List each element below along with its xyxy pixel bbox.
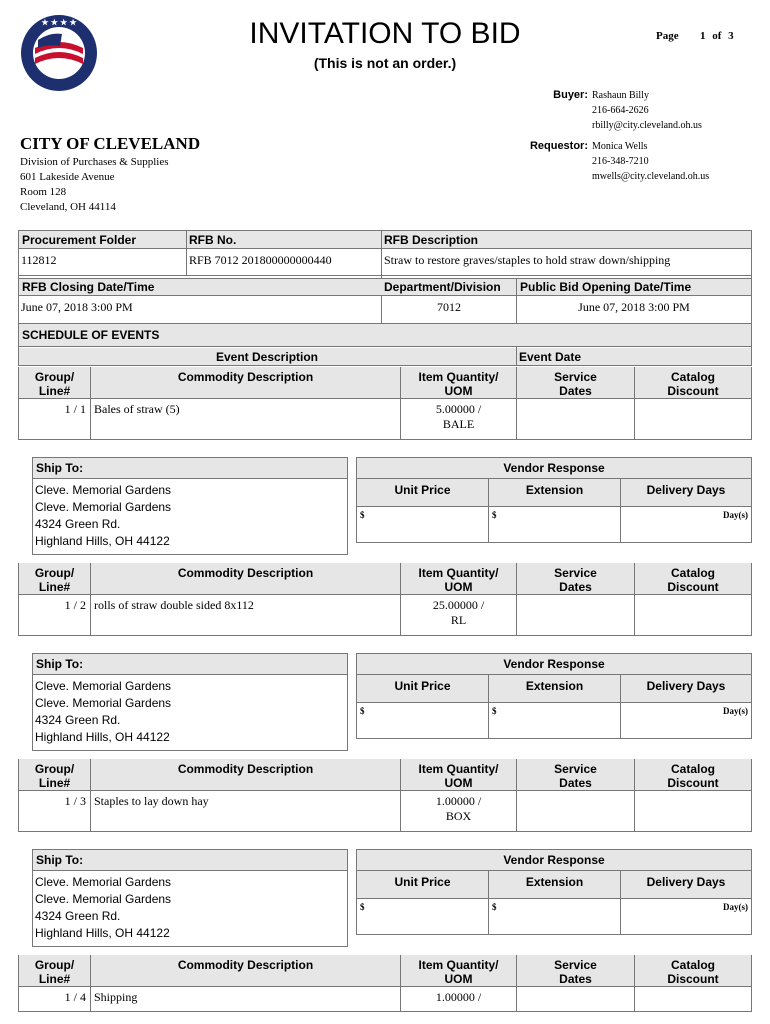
buyer-label: Buyer: xyxy=(553,89,588,101)
col-qty: Item Quantity/ UOM xyxy=(418,762,499,790)
extension-label: Extension xyxy=(525,483,584,497)
city-seal xyxy=(20,14,98,92)
ship-to-line: 4324 Green Rd. xyxy=(35,713,121,727)
item-description: Bales of straw (5) xyxy=(94,402,180,416)
buyer-phone: 216-664-2626 xyxy=(592,105,649,116)
item-uom: BOX xyxy=(445,809,472,823)
unit-price-label: Unit Price xyxy=(394,483,451,497)
org-line2: 601 Lakeside Avenue xyxy=(20,171,115,183)
unit-price-input[interactable]: $ xyxy=(360,510,365,520)
item-quantity: 25.00000 / xyxy=(432,598,485,612)
delivery-days-label: Delivery Days xyxy=(646,483,726,497)
col-service: Service Dates xyxy=(554,566,597,594)
col-qty: Item Quantity/ UOM xyxy=(418,958,499,986)
extension-input[interactable]: $ xyxy=(492,706,497,716)
item-line-number: 1 / 1 xyxy=(64,402,86,416)
org-name: CITY OF CLEVELAND xyxy=(20,134,201,153)
event-date-label: Event Date xyxy=(519,350,582,364)
requestor-name: Monica Wells xyxy=(592,141,648,152)
extension-input[interactable]: $ xyxy=(492,902,497,912)
ship-to-line: Highland Hills, OH 44122 xyxy=(35,730,170,744)
requestor-phone: 216-348-7210 xyxy=(592,156,649,167)
page-subtitle: (This is not an order.) xyxy=(313,55,457,71)
closing-label: RFB Closing Date/Time xyxy=(22,280,155,294)
ship-to-label: Ship To: xyxy=(36,853,84,867)
item-uom: RL xyxy=(450,613,467,627)
item-quantity: 1.00000 / xyxy=(435,794,482,808)
procurement-folder-label: Procurement Folder xyxy=(22,233,137,247)
unit-price-label: Unit Price xyxy=(394,679,451,693)
item-line-number: 1 / 3 xyxy=(64,794,86,808)
ship-to-line: Cleve. Memorial Gardens xyxy=(35,679,172,693)
extension-input[interactable]: $ xyxy=(492,510,497,520)
unit-price-input[interactable]: $ xyxy=(360,706,365,716)
col-service: Service Dates xyxy=(554,762,597,790)
item-uom: BALE xyxy=(442,417,475,431)
procurement-folder-value: 112812 xyxy=(21,253,57,267)
col-group-line: Group/ Line# xyxy=(34,762,75,790)
item-line-number: 1 / 2 xyxy=(64,598,86,612)
schedule-label: SCHEDULE OF EVENTS xyxy=(22,328,160,342)
closing-value: June 07, 2018 3:00 PM xyxy=(21,300,133,314)
col-service: Service Dates xyxy=(554,370,597,398)
item-description: rolls of straw double sided 8x112 xyxy=(94,598,254,612)
page-title: INVITATION TO BID xyxy=(249,17,521,50)
ship-to-line: Highland Hills, OH 44122 xyxy=(35,926,170,940)
col-commodity: Commodity Description xyxy=(177,958,314,972)
ship-to-line: Cleve. Memorial Gardens xyxy=(35,500,172,514)
opening-label: Public Bid Opening Date/Time xyxy=(520,280,692,294)
org-line1: Division of Purchases & Supplies xyxy=(20,156,169,168)
item-quantity: 5.00000 / xyxy=(435,402,482,416)
extension-label: Extension xyxy=(525,679,584,693)
ship-to-line: 4324 Green Rd. xyxy=(35,517,121,531)
opening-value: June 07, 2018 3:00 PM xyxy=(578,300,690,314)
ship-to-line: Cleve. Memorial Gardens xyxy=(35,483,172,497)
org-line4: Cleveland, OH 44114 xyxy=(20,201,116,213)
org-line3: Room 128 xyxy=(20,186,67,198)
col-catalog: Catalog Discount xyxy=(667,566,719,594)
ship-to-line: Cleve. Memorial Gardens xyxy=(35,892,172,906)
col-commodity: Commodity Description xyxy=(177,370,314,384)
col-catalog: Catalog Discount xyxy=(667,762,719,790)
rfb-no-label: RFB No. xyxy=(189,233,237,247)
dept-value: 7012 xyxy=(437,300,461,314)
requestor-email: mwells@city.cleveland.oh.us xyxy=(592,171,710,182)
ship-to-line: 4324 Green Rd. xyxy=(35,909,121,923)
delivery-days-label: Delivery Days xyxy=(646,679,726,693)
buyer-email: rbilly@city.cleveland.oh.us xyxy=(592,120,702,131)
col-commodity: Commodity Description xyxy=(177,762,314,776)
rfb-desc-label: RFB Description xyxy=(384,233,479,247)
page-number: 1 of 3 xyxy=(700,30,734,42)
delivery-days-input[interactable]: Day(s) xyxy=(723,706,748,716)
item-description: Shipping xyxy=(94,990,138,1004)
svg-text:★ ★ ★ ★: ★ ★ ★ ★ xyxy=(41,18,77,27)
ship-to-line: Cleve. Memorial Gardens xyxy=(35,696,172,710)
col-catalog: Catalog Discount xyxy=(667,958,719,986)
ship-to-line: Cleve. Memorial Gardens xyxy=(35,875,172,889)
vendor-response-label: Vendor Response xyxy=(503,657,605,671)
ship-to-label: Ship To: xyxy=(36,461,84,475)
col-catalog: Catalog Discount xyxy=(667,370,719,398)
col-group-line: Group/ Line# xyxy=(34,370,75,398)
col-qty: Item Quantity/ UOM xyxy=(418,566,499,594)
unit-price-input[interactable]: $ xyxy=(360,902,365,912)
delivery-days-input[interactable]: Day(s) xyxy=(723,902,748,912)
requestor-label: Requestor: xyxy=(529,140,588,152)
col-commodity: Commodity Description xyxy=(177,566,314,580)
ship-to-label: Ship To: xyxy=(36,657,84,671)
rfb-no-value: RFB 7012 201800000000440 xyxy=(189,253,332,267)
col-qty: Item Quantity/ UOM xyxy=(418,370,499,398)
col-group-line: Group/ Line# xyxy=(34,566,75,594)
delivery-days-label: Delivery Days xyxy=(646,875,726,889)
col-service: Service Dates xyxy=(554,958,597,986)
unit-price-label: Unit Price xyxy=(394,875,451,889)
item-description: Staples to lay down hay xyxy=(94,794,209,808)
delivery-days-input[interactable]: Day(s) xyxy=(723,510,748,520)
item-quantity: 1.00000 / xyxy=(435,990,482,1004)
vendor-response-label: Vendor Response xyxy=(503,853,605,867)
event-desc-label: Event Description xyxy=(215,350,319,364)
dept-label: Department/Division xyxy=(384,280,501,294)
item-line-number: 1 / 4 xyxy=(64,990,86,1004)
page-label: Page xyxy=(656,30,679,42)
ship-to-line: Highland Hills, OH 44122 xyxy=(35,534,170,548)
buyer-name: Rashaun Billy xyxy=(592,90,649,101)
vendor-response-label: Vendor Response xyxy=(503,461,605,475)
col-group-line: Group/ Line# xyxy=(34,958,75,986)
rfb-desc-value: Straw to restore graves/staples to hold straw down/shipping xyxy=(384,253,671,267)
extension-label: Extension xyxy=(525,875,584,889)
